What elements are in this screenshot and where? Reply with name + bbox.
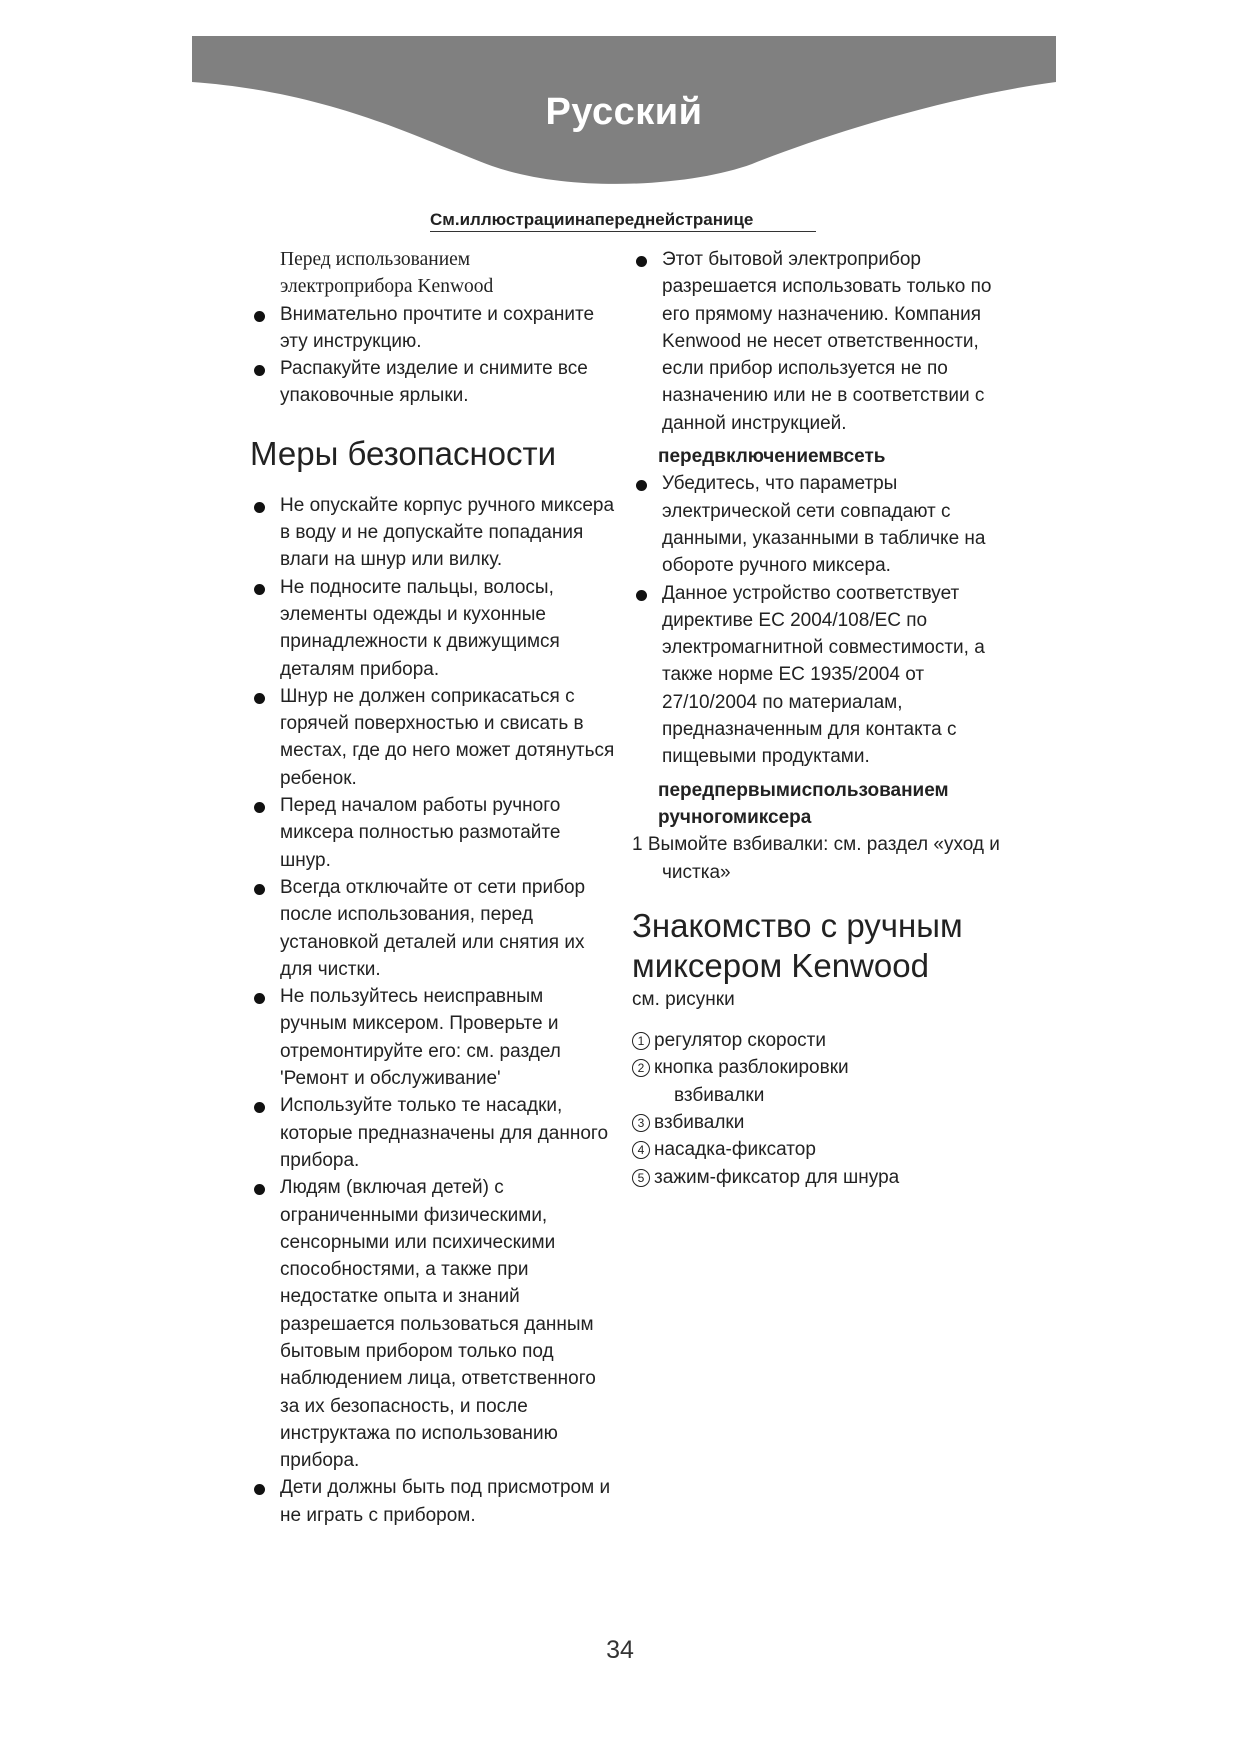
first-use-step <box>632 831 1000 886</box>
bullet-icon <box>254 365 265 376</box>
bullet-icon <box>254 802 265 813</box>
bullet-text: Используйте только те насадки, которые предназначены для данного прибора. <box>280 1095 609 1171</box>
safety-bullet-list <box>250 492 615 1529</box>
list-item <box>250 1474 615 1529</box>
part-number-badge: 2 <box>632 1059 650 1077</box>
step-text: Вымойте взбивалки: см. раздел «уход и чистка» <box>647 834 1000 883</box>
bullet-text: Не подносите пальцы, волосы, элементы одежды и кухонные принадлежности к движущимся деталям прибора. <box>280 576 560 680</box>
intro-bullet-list <box>250 301 615 410</box>
list-item <box>250 574 615 683</box>
bullet-icon <box>636 480 647 491</box>
list-item <box>632 1027 1000 1054</box>
page-number: 34 <box>606 1636 634 1664</box>
list-item <box>632 1109 1000 1136</box>
bullet-icon <box>254 311 265 322</box>
bullet-icon <box>636 590 647 601</box>
part-label: насадка-фиксатор <box>654 1139 816 1161</box>
bullet-icon <box>254 884 265 895</box>
list-item <box>632 580 1000 771</box>
bullet-text: Перед началом работы ручного миксера полностью размотайте шнур. <box>280 795 561 871</box>
bullet-icon <box>254 993 265 1004</box>
list-item <box>632 470 1000 579</box>
bullet-icon <box>254 1102 265 1113</box>
list-item <box>250 301 615 356</box>
bullet-text: Не пользуйтесь неисправным ручным миксером. Проверьте и отремонтируйте его: см. раздел 'Ремонт и обслуживание' <box>280 986 561 1090</box>
part-number-badge: 4 <box>632 1141 650 1159</box>
bullet-text: Всегда отключайте от сети прибор после использования, перед установкой деталей или снятия их для чистки. <box>280 876 586 980</box>
bullet-text: Этот бытовой электроприбор разрешается использовать только по его прямому назначению. Компания Kenwood не несет ответственности, если прибор используется не по назначению или не в соответствии с данной инструкцией. <box>662 249 992 434</box>
see-pictures-note: см. рисунки <box>632 988 735 1010</box>
bullet-text: Распакуйте изделие и снимите все упаковочные ярлыки. <box>280 358 588 407</box>
part-number-badge: 5 <box>632 1169 650 1187</box>
before-plugging-heading: передвключениемвсеть <box>658 446 886 468</box>
before-first-use-heading-1: передпервымиспользованием <box>658 779 949 801</box>
part-label: зажим-фиксатор для шнура <box>654 1166 900 1188</box>
bullet-text: Данное устройство соответствует директиве ЕС 2004/108/EC по электромагнитной совместимости, а также норме ЕС 1935/2004 от 27/10/2004 по материалам, предназначенным для контакта с пищевыми продуктами. <box>662 582 985 768</box>
see-illustrations-note: См.иллюстрациинапереднейстранице <box>430 210 816 232</box>
list-item <box>632 1136 1000 1163</box>
usage-bullet-list <box>632 246 1000 437</box>
bullet-text: Внимательно прочтите и сохраните эту инструкцию. <box>280 303 595 352</box>
list-item <box>250 355 615 410</box>
bullet-icon <box>254 1484 265 1495</box>
right-column <box>632 246 1000 1191</box>
bullet-icon <box>254 584 265 595</box>
bullet-text: Не опускайте корпус ручного миксера в воду и не допускайте попадания влаги на шнур или вилку. <box>280 494 615 571</box>
bullet-text: Шнур не должен соприкасаться с горячей поверхностью и свисать в местах, где до него может дотянуться ребенок. <box>280 685 615 789</box>
bullet-text: Людям (включая детей) с ограниченными физическими, сенсорными или психическими способностями, а также при недостатке опыта и знаний разрешается пользоваться данным бытовым прибором только под наблюдением лица, ответственного за их безопасность, и после инструктажа по использованию прибора. <box>280 1177 596 1472</box>
parts-list <box>632 1027 1000 1191</box>
header-band <box>192 36 1056 196</box>
know-mixer-heading-1: Знакомство с ручным <box>632 906 963 944</box>
bullet-icon <box>254 502 265 513</box>
part-label-continued: взбивалки <box>674 1084 765 1106</box>
part-label: кнопка разблокировки <box>654 1057 849 1079</box>
bullet-icon <box>254 1184 265 1195</box>
intro-line-1: Перед использованием <box>280 249 471 270</box>
list-item <box>250 1092 615 1174</box>
bullet-text: Убедитесь, что параметры электрической сети совпадают с данными, указанными в табличке на обороте ручного миксера. <box>662 473 986 577</box>
part-label: регулятор скорости <box>654 1030 826 1052</box>
before-plugging-bullet-list <box>632 470 1000 770</box>
list-item <box>250 983 615 1092</box>
safety-heading: Меры безопасности <box>250 434 557 472</box>
list-item <box>632 1164 1000 1191</box>
know-mixer-heading-2: миксером Kenwood <box>632 946 929 984</box>
bullet-icon <box>636 256 647 267</box>
list-item <box>250 683 615 792</box>
list-item <box>250 1174 615 1474</box>
step-number: 1 <box>632 834 643 856</box>
list-item <box>632 1054 1000 1109</box>
bullet-icon <box>254 693 265 704</box>
list-item <box>632 246 1000 437</box>
list-item <box>250 874 615 983</box>
list-item <box>250 792 615 874</box>
list-item <box>250 492 615 574</box>
left-column <box>250 246 615 1529</box>
bullet-text: Дети должны быть под присмотром и не играть с прибором. <box>280 1477 611 1526</box>
intro-line-2: электроприбора Kenwood <box>280 276 494 298</box>
before-first-use-heading-2: ручногомиксера <box>658 806 812 828</box>
part-number-badge: 1 <box>632 1032 650 1050</box>
part-label: взбивалки <box>654 1112 745 1134</box>
language-title: Русский <box>545 91 703 133</box>
part-number-badge: 3 <box>632 1114 650 1132</box>
